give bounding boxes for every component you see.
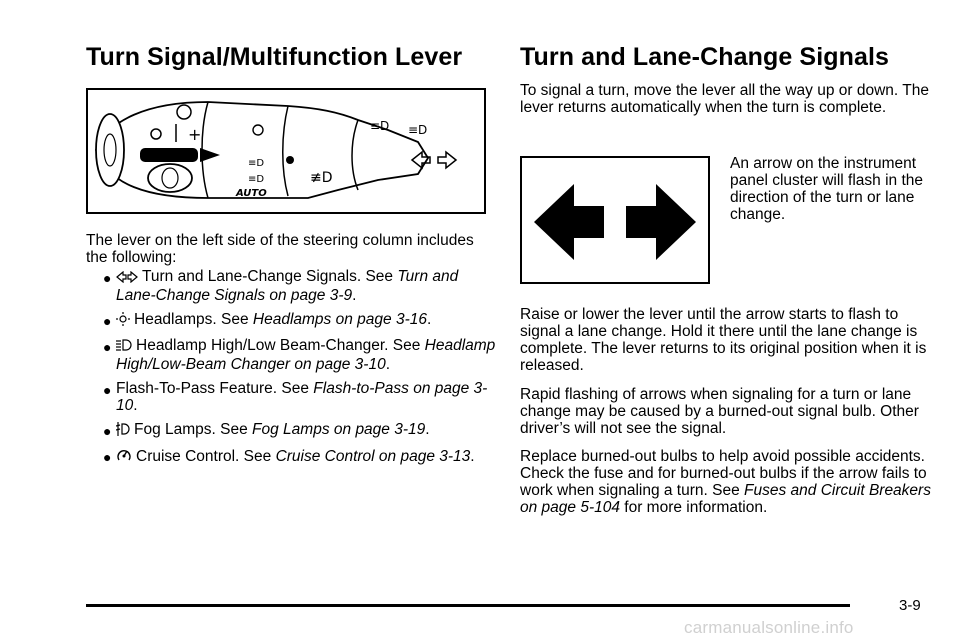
link-fog-lamps[interactable]: Fog Lamps on page 3-19 <box>252 421 426 438</box>
list-item: ● Headlamp High/Low Beam-Changer. See Headlamp High/Low-Beam Changer on page 3-10. <box>103 337 496 373</box>
list-item: ● Headlamps. See Headlamps on page 3-16. <box>103 311 432 329</box>
link-high-low-beam[interactable]: Headlamp High/Low-Beam Changer on page 3-10 <box>116 337 496 373</box>
right-arrow-icon <box>626 184 696 260</box>
headlamp-icon <box>116 312 130 330</box>
section-title-multifunction-lever: Turn Signal/Multifunction Lever <box>86 43 463 71</box>
fog-lamp-icon <box>116 422 130 440</box>
link-headlamps[interactable]: Headlamps on page 3-16 <box>252 311 427 328</box>
link-flash-to-pass[interactable]: Flash-to-Pass on page 3-10 <box>116 380 488 414</box>
auto-label: AUTO <box>236 188 267 199</box>
watermark: carmanualsonline.info <box>684 618 854 637</box>
lever-drawing <box>88 90 484 212</box>
page-number: 3-9 <box>899 597 921 614</box>
link-fuses[interactable]: Fuses and Circuit Breakers on page 5-104 <box>520 482 931 516</box>
list-item: ● Cruise Control. See Cruise Control on page 3-13. <box>103 448 475 465</box>
section-title-turn-signals: Turn and Lane-Change Signals <box>520 43 890 71</box>
svg-text:≢D: ≢D <box>310 170 333 186</box>
turn-signal-arrows-icon <box>116 270 138 287</box>
svg-text:≡D: ≡D <box>248 158 265 169</box>
svg-text:≡D: ≡D <box>248 174 265 185</box>
svg-text:+: + <box>188 125 202 144</box>
cruise-control-icon <box>116 447 132 467</box>
list-item: ● Turn and Lane-Change Signals. See Turn and Lane-Change Signals on page 3-9. <box>103 268 459 304</box>
intro-paragraph: The lever on the left side of the steering column includes the following: <box>86 232 474 266</box>
paragraph-signal-turn: To signal a turn, move the lever all the way up or down. The lever returns automatically when the turn is complete. <box>520 82 929 116</box>
footer-rule <box>86 604 850 607</box>
high-beam-icon <box>116 338 132 356</box>
list-item: ● Fog Lamps. See Fog Lamps on page 3-19. <box>103 421 430 439</box>
turn-arrows-illustration <box>520 156 710 284</box>
svg-text:≡D: ≡D <box>408 123 428 137</box>
paragraph-replace-bulbs: Replace burned-out bulbs to help avoid possible accidents. Check the fuse and for burned-out bulbs if the arrow fails to work when signaling a turn. See Fuses and Circuit Breakers on page 5-104 for more information. <box>520 448 931 516</box>
arrow-caption: An arrow on the instrument panel cluster will flash in the direction of the turn or lane change. <box>730 155 923 223</box>
list-item: ● Flash-To-Pass Feature. See Flash-to-Pass on page 3-10. <box>103 380 488 414</box>
left-arrow-icon <box>534 184 604 260</box>
feature-list <box>86 268 496 474</box>
link-turn-signals[interactable]: Turn and Lane-Change Signals on page 3-9 <box>116 268 459 304</box>
multifunction-lever-illustration <box>86 88 486 214</box>
paragraph-rapid-flashing: Rapid flashing of arrows when signaling for a turn or lane change may be caused by a burned-out signal bulb. Other driver’s will not see the signal. <box>520 386 919 437</box>
paragraph-lane-change: Raise or lower the lever until the arrow starts to flash to signal a lane change. Hold it there until the lane change is complete. The lever returns to its original position when it is released. <box>520 306 927 374</box>
link-cruise-control[interactable]: Cruise Control on page 3-13 <box>275 448 471 465</box>
svg-text:≡D: ≡D <box>370 119 390 133</box>
